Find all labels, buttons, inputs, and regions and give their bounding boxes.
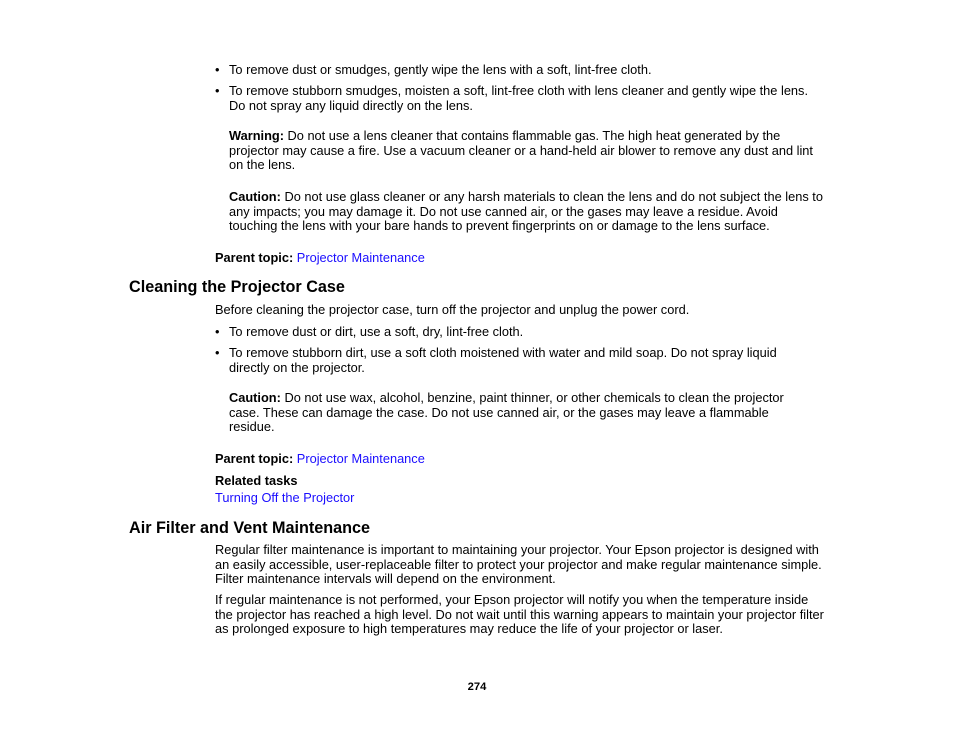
related-tasks-label: Related tasks — [215, 473, 298, 488]
related-task-link[interactable]: Turning Off the Projector — [215, 490, 355, 505]
caution-text: Do not use glass cleaner or any harsh materials to clean the lens and do not subject the lens to any impacts; you may damage it. Do not use canned air, or the gases may leave a residue. Avoid touching the lens with your bare hands to prevent fingerprints on or damage to the lens surface. — [229, 189, 823, 233]
bullet-text: To remove dust or dirt, use a soft, dry, lint-free cloth. — [229, 324, 524, 339]
bullet-dot: • — [215, 324, 220, 339]
warning-text: Do not use a lens cleaner that contains flammable gas. The high heat generated by the projector may cause a fire. Use a vacuum cleaner or a hand-held air blower to remove any dust and lint on the lens. — [229, 128, 813, 172]
filter-paragraph-2: If regular maintenance is not performed, your Epson projector will notify you when the temperature inside the projector has reached a high level. Do not wait until this warning appears to maintain your projector filter as prolonged exposure to high temperatures may reduce the life of your projector or laser. — [215, 592, 824, 637]
caution-note — [229, 391, 814, 435]
section-heading-case: Cleaning the Projector Case — [129, 278, 345, 296]
parent-topic-label: Parent topic: — [215, 451, 294, 466]
filter-paragraph-1: Regular filter maintenance is important to maintaining your projector. Your Epson projector is designed with an easily accessible, user-replaceable filter to protect your projector and make regular maintenance simple. Filter maintenance intervals will depend on the environment. — [215, 542, 822, 587]
bullet-text: To remove dust or smudges, gently wipe the lens with a soft, lint-free cloth. — [229, 62, 652, 77]
caution-label: Caution: — [229, 189, 281, 204]
case-intro: Before cleaning the projector case, turn off the projector and unplug the power cord. — [215, 302, 690, 317]
bullet-dot: • — [215, 62, 220, 77]
warning-note — [229, 129, 827, 173]
caution-text: Do not use wax, alcohol, benzine, paint thinner, or other chemicals to clean the projector case. These can damage the case. Do not use canned air, or the gases may leave a flammable residue. — [229, 390, 784, 434]
bullet-text: To remove stubborn smudges, moisten a soft, lint-free cloth with lens cleaner and gently wipe the lens. Do not spray any liquid directly on the lens. — [229, 83, 809, 113]
caution-note — [229, 190, 827, 234]
parent-topic-label: Parent topic: — [215, 250, 294, 265]
parent-topic — [215, 250, 425, 265]
parent-topic-link[interactable]: Projector Maintenance — [296, 250, 425, 265]
section-heading-filter: Air Filter and Vent Maintenance — [129, 519, 371, 537]
related-tasks — [215, 490, 354, 505]
bullet-text: To remove stubborn dirt, use a soft cloth moistened with water and mild soap. Do not spray liquid directly on the projector. — [229, 345, 777, 375]
parent-topic-link[interactable]: Projector Maintenance — [296, 451, 425, 466]
bullet-dot: • — [215, 345, 220, 360]
parent-topic — [215, 451, 425, 466]
bullet-dot: • — [215, 83, 220, 98]
warning-label: Warning: — [229, 128, 284, 143]
page-number: 274 — [467, 681, 487, 693]
caution-label: Caution: — [229, 390, 281, 405]
